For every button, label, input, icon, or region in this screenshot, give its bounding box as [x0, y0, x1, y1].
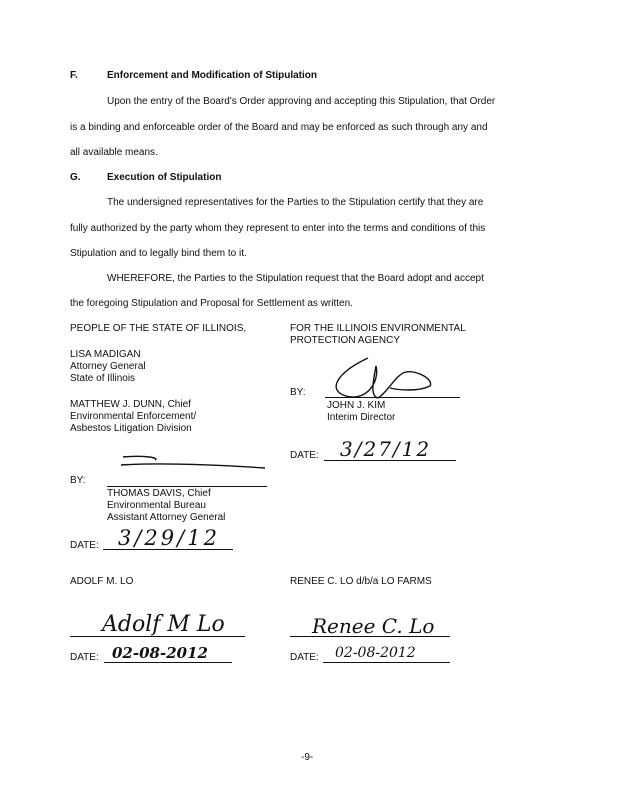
left-name1-block: [70, 349, 146, 385]
section-g-line4: WHEREFORE, the Parties to the Stipulation request that the Board adopt and accept: [107, 273, 484, 284]
left-name1: LISA MADIGAN: [70, 349, 141, 360]
right-date-label: DATE:: [290, 450, 319, 461]
adolf-lo-date-label: DATE:: [70, 652, 99, 663]
left-name1-role2: State of Illinois: [70, 373, 136, 384]
left-signer-role2: Assistant Attorney General: [107, 512, 226, 523]
section-g-number: G.: [70, 172, 81, 183]
right-date-value: 3/27/12: [340, 437, 432, 461]
section-g-line1: The undersigned representatives for the Parties to the Stipulation certify that they are: [107, 197, 484, 208]
section-f-line1: Upon the entry of the Board's Order approving and accepting this Stipulation, that Order: [107, 96, 496, 107]
right-party-title-line1: FOR THE ILLINOIS ENVIRONMENTAL: [290, 323, 466, 334]
renee-lo-signature: Renee C. Lo: [312, 614, 435, 638]
adolf-lo-date-value: 02-08-2012: [112, 644, 208, 662]
section-g-line3: Stipulation and to legally bind them to it.: [70, 248, 247, 259]
thomas-davis-signature: [115, 452, 270, 482]
left-date-label: DATE:: [70, 540, 99, 551]
left-signer-block: [107, 488, 225, 524]
left-name2: MATTHEW J. DUNN, Chief: [70, 399, 191, 410]
left-name2-block: [70, 399, 196, 435]
left-name2-role1: Environmental Enforcement/: [70, 411, 197, 422]
section-g-heading: Execution of Stipulation: [107, 172, 222, 183]
right-signer-role: Interim Director: [327, 412, 396, 423]
adolf-lo-signature: Adolf M Lo: [102, 612, 225, 637]
left-signer-role1: Environmental Bureau: [107, 500, 206, 511]
right-signer-block: [327, 400, 395, 424]
section-f-heading: Enforcement and Modification of Stipulation: [107, 70, 317, 81]
adolf-lo-name: ADOLF M. LO: [70, 576, 134, 587]
left-name2-role2: Asbestos Litigation Division: [70, 423, 192, 434]
right-party-title: [290, 323, 466, 347]
page-number: -9-: [301, 752, 314, 763]
right-signature-line: [325, 397, 460, 398]
adolf-lo-date-line: [104, 662, 232, 663]
right-by-label: BY:: [290, 387, 306, 398]
left-signature-line: [107, 486, 267, 487]
renee-lo-date-line: [323, 662, 450, 663]
left-date-value: 3/29/12: [118, 526, 220, 550]
left-signer: THOMAS DAVIS, Chief: [107, 488, 211, 499]
section-f-line3: all available means.: [70, 147, 158, 158]
section-f-number: F.: [70, 70, 78, 81]
right-signer: JOHN J. KIM: [327, 400, 386, 411]
renee-lo-date-label: DATE:: [290, 652, 319, 663]
left-by-label: BY:: [70, 475, 86, 486]
section-g-line5: the foregoing Stipulation and Proposal for Settlement as written.: [70, 298, 353, 309]
left-name1-role1: Attorney General: [70, 361, 146, 372]
section-f-line2: is a binding and enforceable order of the Board and may be enforced as such through any and: [70, 122, 488, 133]
right-party-title-line2: PROTECTION AGENCY: [290, 335, 401, 346]
adolf-lo-signature-line: [70, 636, 245, 637]
renee-lo-signature-line: [290, 636, 450, 637]
section-g-line2: fully authorized by the party whom they represent to enter into the terms and conditions of this: [70, 223, 486, 234]
left-party-title: PEOPLE OF THE STATE OF ILLINOIS,: [70, 323, 247, 334]
renee-lo-name: RENEE C. LO d/b/a LO FARMS: [290, 576, 432, 587]
renee-lo-date-value: 02-08-2012: [335, 645, 416, 661]
